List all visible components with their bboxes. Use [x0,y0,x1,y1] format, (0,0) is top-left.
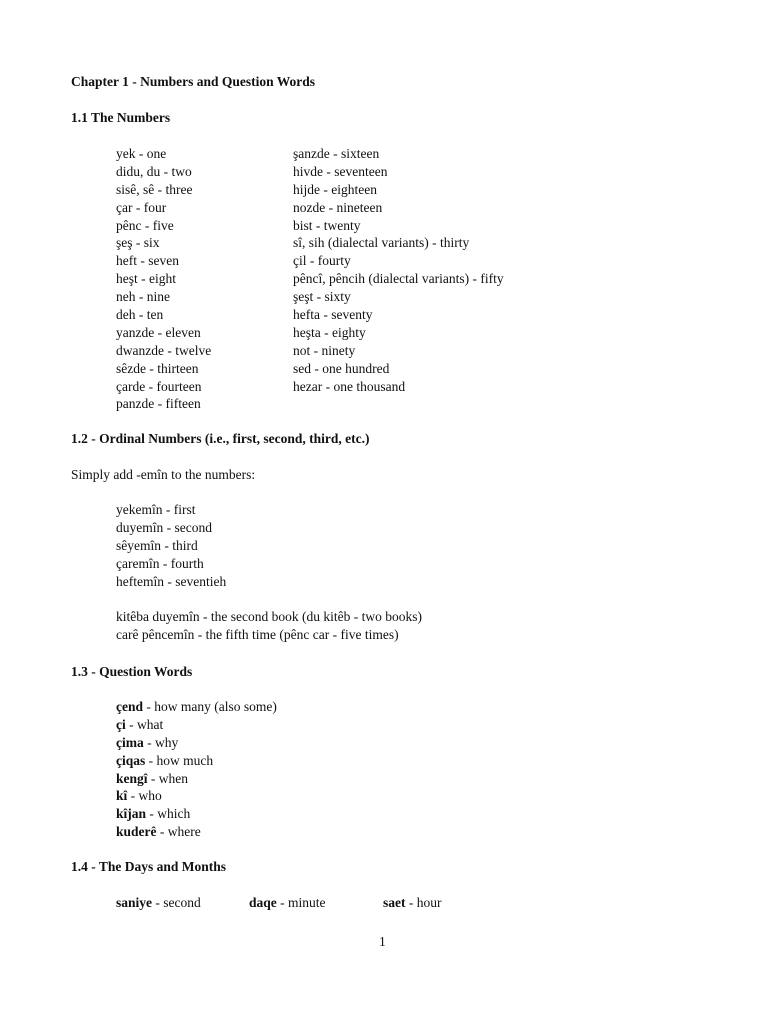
time-word: daqe [249,895,277,910]
question-word-item [116,716,277,734]
number-item: panzde - fifteen [116,396,201,412]
question-word-item [116,787,277,805]
example-item: carê pêncemîn - the fifth time (pênc car - five times) [116,626,399,642]
question-word: çima [116,734,144,750]
ordinal-item: çaremîn - fourth [116,555,204,571]
number-item: şeşt - sixty [293,289,351,305]
number-item: sed - one hundred [293,360,390,376]
question-word-item [116,698,277,716]
ordinal-item: duyemîn - second [116,519,212,535]
number-item: yek - one [116,146,167,161]
number-item: didu, du - two [116,163,192,179]
time-term [116,894,201,912]
number-item: heşt - eight [116,271,176,287]
number-item: çar - four [116,199,167,215]
time-meaning: - hour [405,895,442,910]
number-item: heşta - eighty [293,324,366,340]
number-item: neh - nine [116,289,170,305]
question-word-meaning: - who [127,788,162,804]
number-item: hezar - one thousand [293,378,406,394]
question-word-meaning: - which [146,806,191,822]
section-1-1-heading: 1.1 The Numbers [71,110,171,125]
question-words-list [116,698,277,841]
number-item: dwanzde - twelve [116,342,212,358]
question-word: kîjan [116,806,147,822]
example-item: kitêba duyemîn - the second book (du kitêb - two books) [116,609,422,624]
question-word: çiqas [116,752,146,768]
number-item: pêncî, pêncih (dialectal variants) - fifty [293,271,504,287]
ordinal-item: heftemîn - seventieh [116,573,227,589]
page-number: 1 [379,934,386,949]
section-1-4-heading: 1.4 - The Days and Months [71,859,227,874]
section-1-2-heading: 1.2 - Ordinal Numbers (i.e., first, second, third, etc.) [71,431,370,446]
question-word: çi [116,716,126,732]
number-item: çarde - fourteen [116,378,202,394]
time-word: saet [383,895,406,910]
question-word-item [116,770,277,788]
time-meaning: - second [152,895,201,910]
number-item: sisê, sê - three [116,181,193,197]
question-word-meaning: - where [156,824,201,840]
number-item: yanzde - eleven [116,324,201,340]
numbers-left-column [116,145,211,413]
time-term [383,894,442,912]
question-word: çend [116,699,143,714]
number-item: şanzde - sixteen [293,146,380,161]
question-word-meaning: - why [143,734,179,750]
number-item: hijde - eighteen [293,181,377,197]
question-word: kuderê [116,824,157,840]
number-item: deh - ten [116,307,164,323]
number-item: nozde - nineteen [293,199,383,215]
question-word-meaning: - what [125,716,164,732]
time-meaning: - minute [276,895,326,910]
ordinal-list [116,501,226,590]
section-1-3-heading: 1.3 - Question Words [71,664,193,679]
number-item: sî, sih (dialectal variants) - thirty [293,235,470,251]
numbers-right-column [293,145,504,395]
ordinal-item: yekemîn - first [116,502,196,517]
question-word: kengî [116,770,148,786]
question-word-item [116,805,277,823]
time-word: saniye [116,895,153,910]
number-item: hefta - seventy [293,307,373,323]
ordinal-examples [116,608,422,644]
number-item: not - ninety [293,342,356,358]
question-word-meaning: - when [147,770,189,786]
number-item: hivde - seventeen [293,163,388,179]
number-item: bist - twenty [293,217,361,233]
number-item: heft - seven [116,253,179,269]
number-item: pênc - five [116,217,174,233]
ordinal-intro: Simply add -emîn to the numbers: [71,467,256,482]
chapter-title: Chapter 1 - Numbers and Question Words [71,74,316,89]
time-term [249,894,326,912]
number-item: şeş - six [116,235,160,251]
question-word: kî [116,788,128,804]
question-word-meaning: - how much [145,752,214,768]
question-word-item [116,734,277,752]
question-word-meaning: - how many (also some) [143,699,277,714]
ordinal-item: sêyemîn - third [116,537,198,553]
number-item: çil - fourty [293,253,351,269]
question-word-item [116,752,277,770]
question-word-item [116,823,277,841]
number-item: sêzde - thirteen [116,360,199,376]
